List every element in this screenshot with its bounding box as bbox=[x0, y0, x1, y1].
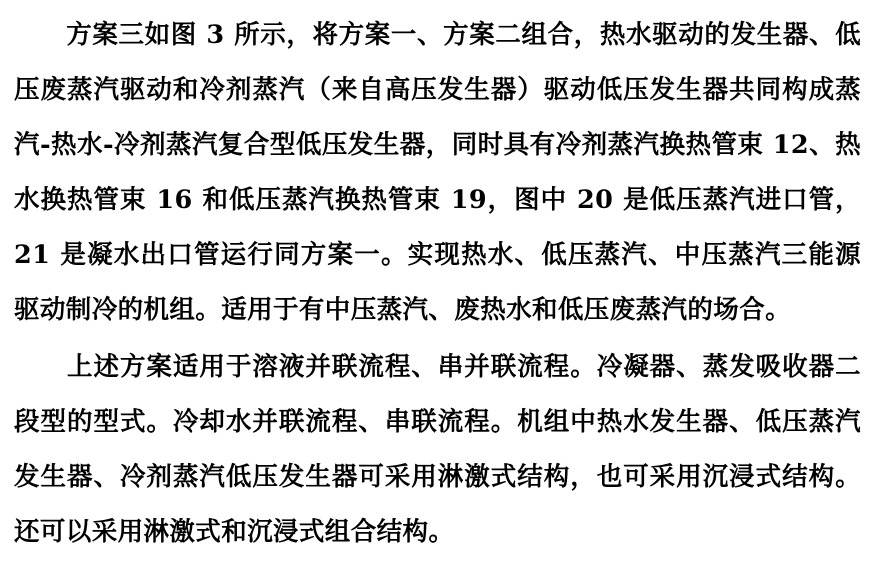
paragraph-2: 上述方案适用于溶液并联流程、串并联流程。冷凝器、蒸发吸收器二段型的型式。冷却水并联流程、串联流程。机组中热水发生器、低压蒸汽发生器、冷剂蒸汽低压发生器可采用淋激式结构，也可采用沉浸式结构。还可以采用淋激式和沉浸式组合结构。 bbox=[14, 352, 861, 547]
paragraph-1: 方案三如图 3 所示，将方案一、方案二组合，热水驱动的发生器、低压废蒸汽驱动和冷剂蒸汽（来自高压发生器）驱动低压发生器共同构成蒸汽-热水-冷剂蒸汽复合型低压发生器，同时具有冷剂蒸汽换热管束 12、热水换热管束 16 和低压蒸汽换热管束 19，图中 20 是低压蒸汽进口管，21 是凝水出口管运行同方案一。实现热水、低压蒸汽、中压蒸汽三能源驱动制冷的机组。适用于有中压蒸汽、废热水和低压废蒸汽的场合。 bbox=[14, 20, 861, 325]
